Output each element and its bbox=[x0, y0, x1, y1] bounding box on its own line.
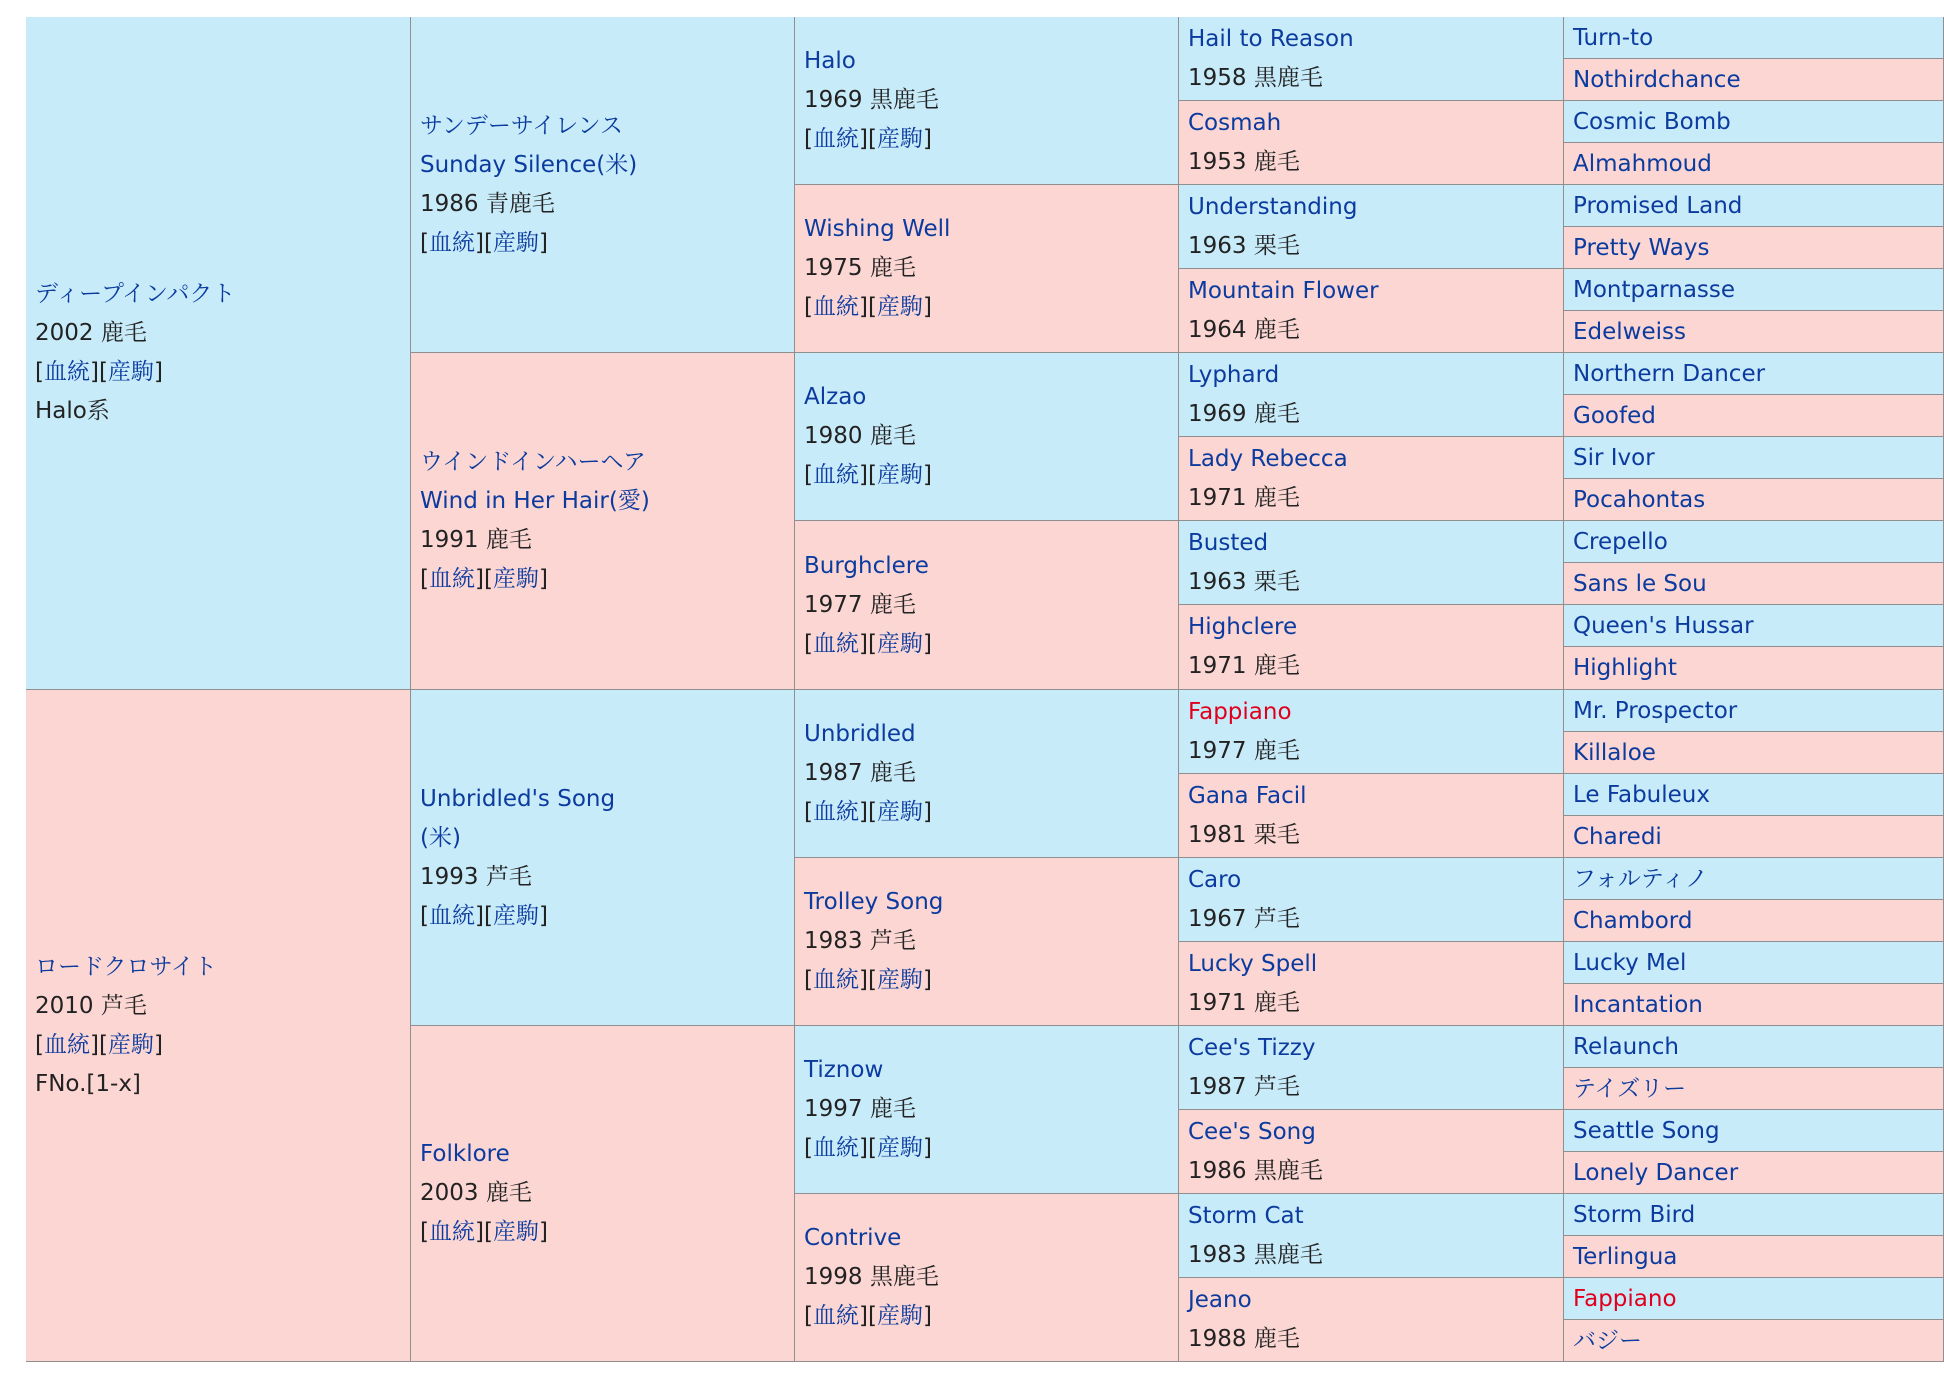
pedigree-cell-gen4 bbox=[1179, 269, 1564, 353]
horse-name-link[interactable]: Killaloe bbox=[1573, 739, 1656, 766]
pedigree-cell-gen2 bbox=[411, 17, 795, 353]
pedigree-cell-gen5 bbox=[1564, 143, 1944, 185]
pedigree-cell-gen4 bbox=[1179, 185, 1564, 269]
horse-name-link[interactable]: Jeano bbox=[1188, 1286, 1252, 1313]
horse-name-link[interactable]: Sans le Sou bbox=[1573, 570, 1707, 597]
pedigree-cell-gen5 bbox=[1564, 1026, 1944, 1068]
horse-birth-coat: 1963 栗毛 bbox=[1188, 568, 1300, 595]
horse-name-link[interactable]: Lucky Spell bbox=[1188, 950, 1318, 977]
pedigree-link[interactable]: 血統 bbox=[428, 1219, 475, 1245]
pedigree-cell-gen4 bbox=[1179, 690, 1564, 774]
horse-name-link[interactable]: Turn-to bbox=[1573, 24, 1654, 51]
horse-birth-coat: 1964 鹿毛 bbox=[1188, 316, 1300, 343]
horse-name-link[interactable]: Northern Dancer bbox=[1573, 360, 1766, 387]
horse-birth-coat: 1963 栗毛 bbox=[1188, 232, 1300, 259]
pedigree-cell-gen4 bbox=[1179, 1278, 1564, 1362]
pedigree-link[interactable]: 血統 bbox=[428, 566, 475, 592]
horse-links: [血統][産駒] bbox=[420, 229, 548, 256]
horse-links: [血統][産駒] bbox=[804, 1135, 932, 1161]
horse-birth-coat: 1969 鹿毛 bbox=[1188, 400, 1300, 427]
pedigree-cell-gen3 bbox=[795, 858, 1179, 1026]
horse-links: [血統][産駒] bbox=[804, 1303, 932, 1329]
horse-name-link[interactable]: Cee's Tizzy bbox=[1188, 1034, 1316, 1061]
horse-name-link[interactable]: Lady Rebecca bbox=[1188, 445, 1348, 472]
pedigree-cell-gen5 bbox=[1564, 563, 1944, 605]
horse-name-alt-link[interactable]: Sunday Silence(米) bbox=[420, 151, 638, 178]
pedigree-cell-gen4 bbox=[1179, 605, 1564, 690]
horse-birth-coat: 1998 黒鹿毛 bbox=[804, 1264, 939, 1290]
horse-name-link[interactable]: Contrive bbox=[804, 1225, 902, 1251]
pedigree-cell-gen5 bbox=[1564, 605, 1944, 647]
pedigree-cell-gen2 bbox=[411, 1026, 795, 1362]
horse-birth-coat: 1953 鹿毛 bbox=[1188, 148, 1300, 175]
horse-name-link[interactable]: Sir Ivor bbox=[1573, 444, 1655, 471]
pedigree-cell-gen3 bbox=[795, 1026, 1179, 1194]
horse-name-link[interactable]: Unbridled bbox=[804, 721, 916, 747]
pedigree-cell-gen3 bbox=[795, 521, 1179, 690]
pedigree-cell-gen5 bbox=[1564, 1152, 1944, 1194]
pedigree-cell-gen5 bbox=[1564, 437, 1944, 479]
pedigree-cell-gen5 bbox=[1564, 1194, 1944, 1236]
offspring-link[interactable]: 産駒 bbox=[876, 294, 923, 320]
horse-name-link[interactable]: Crepello bbox=[1573, 528, 1668, 555]
horse-birth-coat: 1997 鹿毛 bbox=[804, 1096, 916, 1122]
horse-birth-coat: 1988 鹿毛 bbox=[1188, 1325, 1300, 1352]
pedigree-link[interactable]: 血統 bbox=[812, 294, 859, 320]
horse-birth-coat: 2002 鹿毛 bbox=[35, 320, 147, 346]
horse-name-link[interactable]: Le Fabuleux bbox=[1573, 781, 1710, 808]
horse-name-alt-link[interactable]: Wind in Her Hair(愛) bbox=[420, 488, 650, 514]
horse-name-link[interactable]: Unbridled's Song bbox=[420, 785, 616, 812]
horse-birth-coat: 1983 芦毛 bbox=[804, 928, 916, 954]
pedigree-cell-gen4 bbox=[1179, 353, 1564, 437]
horse-name-link[interactable]: Nothirdchance bbox=[1573, 66, 1741, 93]
horse-birth-coat: 1971 鹿毛 bbox=[1188, 484, 1300, 511]
horse-name-link[interactable]: Cosmic Bomb bbox=[1573, 108, 1731, 135]
horse-name-link[interactable]: Understanding bbox=[1188, 193, 1358, 220]
pedigree-cell-gen4 bbox=[1179, 1194, 1564, 1278]
pedigree-cell-gen1 bbox=[26, 690, 411, 1362]
pedigree-table bbox=[26, 17, 1944, 1362]
horse-birth-coat: 1981 栗毛 bbox=[1188, 821, 1300, 848]
offspring-link[interactable]: 産駒 bbox=[876, 462, 923, 488]
horse-name-link[interactable]: Tiznow bbox=[804, 1057, 884, 1083]
horse-lineage-note: FNo.[1-x] bbox=[35, 1070, 141, 1097]
pedigree-cell-gen1 bbox=[26, 17, 411, 690]
horse-birth-coat: 1975 鹿毛 bbox=[804, 255, 916, 281]
horse-name-link[interactable]: Highclere bbox=[1188, 614, 1298, 640]
pedigree-link[interactable]: 血統 bbox=[812, 799, 859, 825]
pedigree-cell-gen5 bbox=[1564, 647, 1944, 690]
pedigree-cell-gen4 bbox=[1179, 1026, 1564, 1110]
horse-birth-coat: 1977 鹿毛 bbox=[804, 591, 916, 618]
horse-birth-coat: 1986 青鹿毛 bbox=[420, 190, 555, 217]
offspring-link[interactable]: 産駒 bbox=[876, 967, 923, 993]
pedigree-cell-gen5 bbox=[1564, 984, 1944, 1026]
horse-name-link[interactable]: フォルティノ bbox=[1573, 865, 1709, 892]
horse-birth-coat: 1991 鹿毛 bbox=[420, 527, 532, 553]
horse-birth-coat: 1987 芦毛 bbox=[1188, 1073, 1300, 1100]
offspring-link[interactable]: 産駒 bbox=[876, 799, 923, 825]
offspring-link[interactable]: 産駒 bbox=[107, 359, 154, 385]
pedigree-cell-gen4 bbox=[1179, 1110, 1564, 1194]
horse-name-link[interactable]: Lyphard bbox=[1188, 361, 1280, 388]
pedigree-cell-gen5 bbox=[1564, 521, 1944, 563]
horse-name-link[interactable]: Caro bbox=[1188, 866, 1242, 893]
pedigree-cell-gen5 bbox=[1564, 1320, 1944, 1362]
horse-name-link[interactable]: Lucky Mel bbox=[1573, 949, 1687, 976]
pedigree-cell-gen4 bbox=[1179, 521, 1564, 605]
offspring-link[interactable]: 産駒 bbox=[492, 902, 539, 929]
horse-name-link[interactable]: Pretty Ways bbox=[1573, 234, 1710, 261]
pedigree-cell-gen5 bbox=[1564, 59, 1944, 101]
horse-links: [血統][産駒] bbox=[35, 1031, 163, 1058]
horse-name-link[interactable]: Montparnasse bbox=[1573, 276, 1736, 303]
pedigree-cell-gen2 bbox=[411, 690, 795, 1026]
horse-name-link[interactable]: テイズリー bbox=[1573, 1075, 1687, 1102]
pedigree-cell-gen4 bbox=[1179, 774, 1564, 858]
pedigree-cell-gen4 bbox=[1179, 858, 1564, 942]
horse-name-link[interactable]: ディープインパクト bbox=[35, 281, 236, 307]
offspring-link[interactable]: 産駒 bbox=[492, 229, 539, 256]
horse-name-link[interactable]: Halo bbox=[804, 48, 856, 74]
pedigree-link[interactable]: 血統 bbox=[812, 1303, 859, 1329]
pedigree-link[interactable]: 血統 bbox=[812, 462, 859, 488]
horse-name-link[interactable]: Incantation bbox=[1573, 991, 1703, 1018]
pedigree-cell-gen2 bbox=[411, 353, 795, 690]
horse-name-link[interactable]: Mr. Prospector bbox=[1573, 697, 1738, 724]
pedigree-link[interactable]: 血統 bbox=[43, 359, 90, 385]
horse-birth-coat: 2010 芦毛 bbox=[35, 992, 147, 1019]
pedigree-cell-gen5 bbox=[1564, 1110, 1944, 1152]
horse-name-link[interactable]: Pocahontas bbox=[1573, 486, 1706, 513]
pedigree-link[interactable]: 血統 bbox=[812, 126, 859, 152]
pedigree-link[interactable]: 血統 bbox=[43, 1031, 90, 1058]
horse-name-link[interactable]: Fappiano bbox=[1573, 1285, 1677, 1312]
pedigree-cell-gen5 bbox=[1564, 942, 1944, 984]
pedigree-cell-gen5 bbox=[1564, 311, 1944, 353]
offspring-link[interactable]: 産駒 bbox=[876, 630, 923, 657]
horse-name-link[interactable]: Trolley Song bbox=[804, 889, 944, 915]
horse-name-link[interactable]: Highlight bbox=[1573, 655, 1677, 681]
pedigree-cell-gen5 bbox=[1564, 269, 1944, 311]
pedigree-cell-gen3 bbox=[795, 353, 1179, 521]
pedigree-cell-gen5 bbox=[1564, 1236, 1944, 1278]
horse-name-link[interactable]: Storm Cat bbox=[1188, 1202, 1304, 1229]
pedigree-cell-gen5 bbox=[1564, 732, 1944, 774]
horse-name-link[interactable]: Relaunch bbox=[1573, 1033, 1679, 1060]
horse-name-link[interactable]: Fappiano bbox=[1188, 698, 1292, 725]
pedigree-cell-gen5 bbox=[1564, 1068, 1944, 1110]
pedigree-cell-gen5 bbox=[1564, 353, 1944, 395]
horse-name-link[interactable]: バジー bbox=[1573, 1327, 1642, 1354]
pedigree-cell-gen5 bbox=[1564, 479, 1944, 521]
pedigree-cell-gen5 bbox=[1564, 690, 1944, 732]
horse-name-link[interactable]: Busted bbox=[1188, 529, 1269, 556]
pedigree-cell-gen5 bbox=[1564, 1278, 1944, 1320]
pedigree-cell-gen5 bbox=[1564, 395, 1944, 437]
horse-name-link[interactable]: Lonely Dancer bbox=[1573, 1159, 1739, 1186]
horse-name-link[interactable]: Promised Land bbox=[1573, 192, 1743, 219]
horse-name-link[interactable]: Queen's Hussar bbox=[1573, 612, 1754, 639]
pedigree-cell-gen5 bbox=[1564, 816, 1944, 858]
pedigree-link[interactable]: 血統 bbox=[812, 1135, 859, 1161]
pedigree-link[interactable]: 血統 bbox=[428, 229, 475, 256]
horse-links: [血統][産駒] bbox=[804, 967, 932, 993]
horse-birth-coat: 1977 鹿毛 bbox=[1188, 737, 1300, 764]
horse-links: [血統][産駒] bbox=[35, 359, 163, 385]
pedigree-cell-gen4 bbox=[1179, 437, 1564, 521]
pedigree-link[interactable]: 血統 bbox=[812, 630, 859, 657]
offspring-link[interactable]: 産駒 bbox=[492, 566, 539, 592]
horse-name-link[interactable]: サンデーサイレンス bbox=[420, 112, 623, 139]
horse-birth-coat: 1993 芦毛 bbox=[420, 863, 532, 890]
offspring-link[interactable]: 産駒 bbox=[876, 126, 923, 152]
pedigree-cell-gen3 bbox=[795, 185, 1179, 353]
horse-name-link[interactable]: Terlingua bbox=[1573, 1243, 1678, 1270]
horse-birth-coat: 1969 黒鹿毛 bbox=[804, 87, 939, 113]
horse-name-link[interactable]: Cosmah bbox=[1188, 109, 1282, 136]
horse-name-link[interactable]: Goofed bbox=[1573, 402, 1656, 429]
horse-links: [血統][産駒] bbox=[420, 902, 548, 929]
pedigree-cell-gen3 bbox=[795, 1194, 1179, 1362]
pedigree-cell-gen5 bbox=[1564, 774, 1944, 816]
horse-birth-coat: 1986 黒鹿毛 bbox=[1188, 1157, 1323, 1184]
pedigree-cell-gen5 bbox=[1564, 227, 1944, 269]
pedigree-cell-gen5 bbox=[1564, 858, 1944, 900]
pedigree-cell-gen4 bbox=[1179, 101, 1564, 185]
pedigree-cell-gen4 bbox=[1179, 942, 1564, 1026]
horse-name-link[interactable]: Alzao bbox=[804, 384, 867, 410]
horse-links: [血統][産駒] bbox=[804, 462, 932, 488]
horse-name-link[interactable]: Folklore bbox=[420, 1141, 510, 1167]
pedigree-link[interactable]: 血統 bbox=[428, 902, 475, 929]
pedigree-cell-gen5 bbox=[1564, 17, 1944, 59]
pedigree-cell-gen4 bbox=[1179, 17, 1564, 101]
offspring-link[interactable]: 産駒 bbox=[492, 1219, 539, 1245]
horse-name-link[interactable]: Chambord bbox=[1573, 907, 1693, 934]
offspring-link[interactable]: 産駒 bbox=[107, 1031, 154, 1058]
horse-links: [血統][産駒] bbox=[804, 630, 932, 657]
horse-name-link[interactable]: Seattle Song bbox=[1573, 1117, 1720, 1144]
horse-name-link[interactable]: Wishing Well bbox=[804, 216, 951, 242]
horse-birth-coat: 1980 鹿毛 bbox=[804, 423, 916, 449]
offspring-link[interactable]: 産駒 bbox=[876, 1303, 923, 1329]
horse-name-link[interactable]: Hail to Reason bbox=[1188, 25, 1354, 52]
horse-birth-coat: 1983 黒鹿毛 bbox=[1188, 1241, 1323, 1268]
horse-links: [血統][産駒] bbox=[420, 1219, 548, 1245]
horse-name-link[interactable]: Burghclere bbox=[804, 552, 929, 579]
horse-name-link[interactable]: ウインドインハーヘア bbox=[420, 449, 646, 475]
pedigree-cell-gen5 bbox=[1564, 101, 1944, 143]
horse-birth-coat: 1971 鹿毛 bbox=[1188, 653, 1300, 679]
horse-links: [血統][産駒] bbox=[804, 126, 932, 152]
horse-birth-coat: 1987 鹿毛 bbox=[804, 760, 916, 786]
horse-name-link[interactable]: Gana Facil bbox=[1188, 782, 1307, 809]
pedigree-cell-gen3 bbox=[795, 17, 1179, 185]
horse-name-link[interactable]: ロードクロサイト bbox=[35, 953, 217, 980]
offspring-link[interactable]: 産駒 bbox=[876, 1135, 923, 1161]
horse-links: [血統][産駒] bbox=[804, 294, 932, 320]
horse-name-link[interactable]: Cee's Song bbox=[1188, 1118, 1316, 1145]
horse-name-link[interactable]: Storm Bird bbox=[1573, 1201, 1696, 1228]
pedigree-cell-gen3 bbox=[795, 690, 1179, 858]
horse-links: [血統][産駒] bbox=[804, 799, 932, 825]
horse-links: [血統][産駒] bbox=[420, 566, 548, 592]
horse-name-link[interactable]: Charedi bbox=[1573, 823, 1662, 850]
horse-name-alt-link[interactable]: (米) bbox=[420, 824, 461, 851]
pedigree-cell-gen5 bbox=[1564, 900, 1944, 942]
horse-birth-coat: 1967 芦毛 bbox=[1188, 905, 1300, 932]
horse-birth-coat: 2003 鹿毛 bbox=[420, 1180, 532, 1206]
pedigree-cell-gen5 bbox=[1564, 185, 1944, 227]
horse-name-link[interactable]: Edelweiss bbox=[1573, 318, 1686, 345]
horse-name-link[interactable]: Almahmoud bbox=[1573, 150, 1712, 177]
horse-birth-coat: 1971 鹿毛 bbox=[1188, 989, 1300, 1016]
pedigree-link[interactable]: 血統 bbox=[812, 967, 859, 993]
horse-birth-coat: 1958 黒鹿毛 bbox=[1188, 64, 1323, 91]
horse-name-link[interactable]: Mountain Flower bbox=[1188, 277, 1379, 304]
horse-lineage-note: Halo系 bbox=[35, 398, 110, 424]
